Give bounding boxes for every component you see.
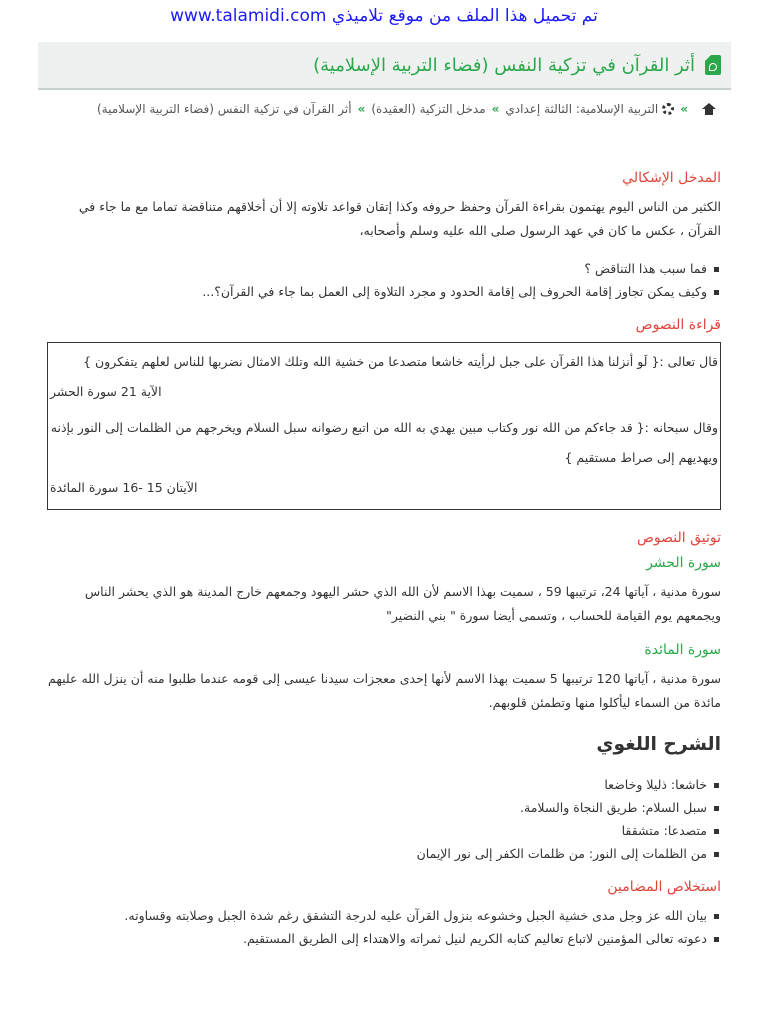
list-item: بيان الله عز وجل مدى خشية الجبل وخشوعه بنزول القرآن عليه لدرجة التشقق رغم شدة الجبل وصلابته وقساوته. bbox=[47, 904, 707, 927]
list-item: من الظلمات إلى النور: من ظلمات الكفر إلى نور الإيمان bbox=[47, 842, 707, 865]
gear-icon bbox=[662, 103, 674, 115]
al-hashr-description: سورة مدنية ، آياتها 24، ترتيبها 59 ، سميت بهذا الاسم لأن الله الذي حشر اليهود وجمعهم خارج المدينة هو الذي يحشر الناس ويجمعهم يوم القيامة للحساب ، وتسمى أيضا سورة " بني النضير" bbox=[84, 584, 721, 623]
breadcrumb bbox=[40, 102, 716, 116]
breadcrumb-separator: » bbox=[491, 102, 500, 116]
pdf-icon[interactable] bbox=[705, 55, 721, 75]
lesson-content bbox=[47, 170, 721, 964]
list-item: دعوته تعالى المؤمنين لاتباع تعاليم كتابه الكريم لنيل ثمراته والاهتداء إلى الطريق المستقيم. bbox=[47, 927, 707, 950]
verse-2-reference: الآيتان 15 -16 سورة المائدة bbox=[50, 480, 198, 495]
banner-text: تم تحميل هذا الملف من موقع تلاميذي bbox=[331, 6, 598, 26]
section-heading-reading: قراءة النصوص bbox=[635, 317, 721, 333]
subheading-al-hashr: سورة الحشر bbox=[646, 555, 721, 571]
verses-box bbox=[47, 342, 721, 510]
breadcrumb-item-level[interactable]: التربية الإسلامية: الثالثة إعدادي bbox=[505, 102, 659, 116]
verse-1: قال تعالى :{ لَو أنزلنا هذا القرآن على جبل لرأيته خاشعا متصدعا من خشية الله وتلك الامثال نضربها للناس لعلهم يتفكرون } bbox=[83, 354, 718, 369]
breadcrumb-separator: » bbox=[680, 102, 688, 116]
home-icon[interactable] bbox=[702, 103, 716, 115]
themes-list bbox=[47, 904, 721, 950]
subheading-al-maidah: سورة المائدة bbox=[644, 642, 721, 658]
al-maidah-description: سورة مدنية ، آياتها 120 ترتيبها 5 سميت بهذا الاسم لأنها إحدى معجزات سيدنا عيسى إلى قومه عندما طلبوا منه أن ينزل الله عليهم مائدة من السماء ليأكلوا منها وتطمئن قلوبهم. bbox=[48, 671, 721, 710]
section-heading-documentation: توثيق النصوص bbox=[636, 530, 721, 546]
section-heading-problem: المدخل الإشكالي bbox=[622, 170, 721, 186]
download-banner[interactable] bbox=[0, 0, 768, 32]
breadcrumb-item-category[interactable]: مدخل التزكية (العقيدة) bbox=[371, 102, 486, 116]
problem-questions bbox=[47, 257, 721, 303]
problem-paragraph: الكثير من الناس اليوم يهتمون بقراءة القرآن وحفظ حروفه وكذا إتقان قواعد تلاوته إلا أن أخلاقهم متناقضة تماما مع ما جاء في القرآن ، عكس ما كان في عهد الرسول صلى الله عليه وسلم وأصحابه، bbox=[78, 199, 721, 238]
list-item: خاشعا: ذليلا وخاضعا bbox=[47, 773, 707, 796]
banner-site-link[interactable]: www.talamidi.com bbox=[170, 6, 327, 26]
breadcrumb-item-current: أثر القرآن في تزكية النفس (فضاء التربية الإسلامية) bbox=[97, 102, 352, 116]
lexical-list bbox=[47, 773, 721, 865]
verse-1-reference: الآية 21 سورة الحشر bbox=[50, 384, 162, 399]
page-title: أثر القرآن في تزكية النفس (فضاء التربية الإسلامية) bbox=[313, 54, 695, 76]
section-heading-lexical: الشرح اللغوي bbox=[596, 733, 721, 755]
page-title-bar bbox=[38, 42, 731, 90]
list-item: وكيف يمكن تجاوز إقامة الحروف إلى إقامة الحدود و مجرد التلاوة إلى العمل بما جاء في القرآن؟... bbox=[47, 280, 707, 303]
breadcrumb-separator: » bbox=[357, 102, 366, 116]
list-item: متصدعا: متشققا bbox=[47, 819, 707, 842]
list-item: فما سبب هذا التناقض ؟ bbox=[47, 257, 707, 280]
section-heading-themes: استخلاص المضامين bbox=[607, 879, 721, 896]
verse-2: وقال سبحانه :{ قد جاءكم من الله نور وكتاب مبين يهدي به الله من اتبع رضوانه سبل السلام ويخرجهم من الظلمات إلى النور بإذنه ويهديهم إلى صراط مستقيم } bbox=[50, 420, 718, 465]
list-item: سبل السلام: طريق النجاة والسلامة. bbox=[47, 796, 707, 819]
